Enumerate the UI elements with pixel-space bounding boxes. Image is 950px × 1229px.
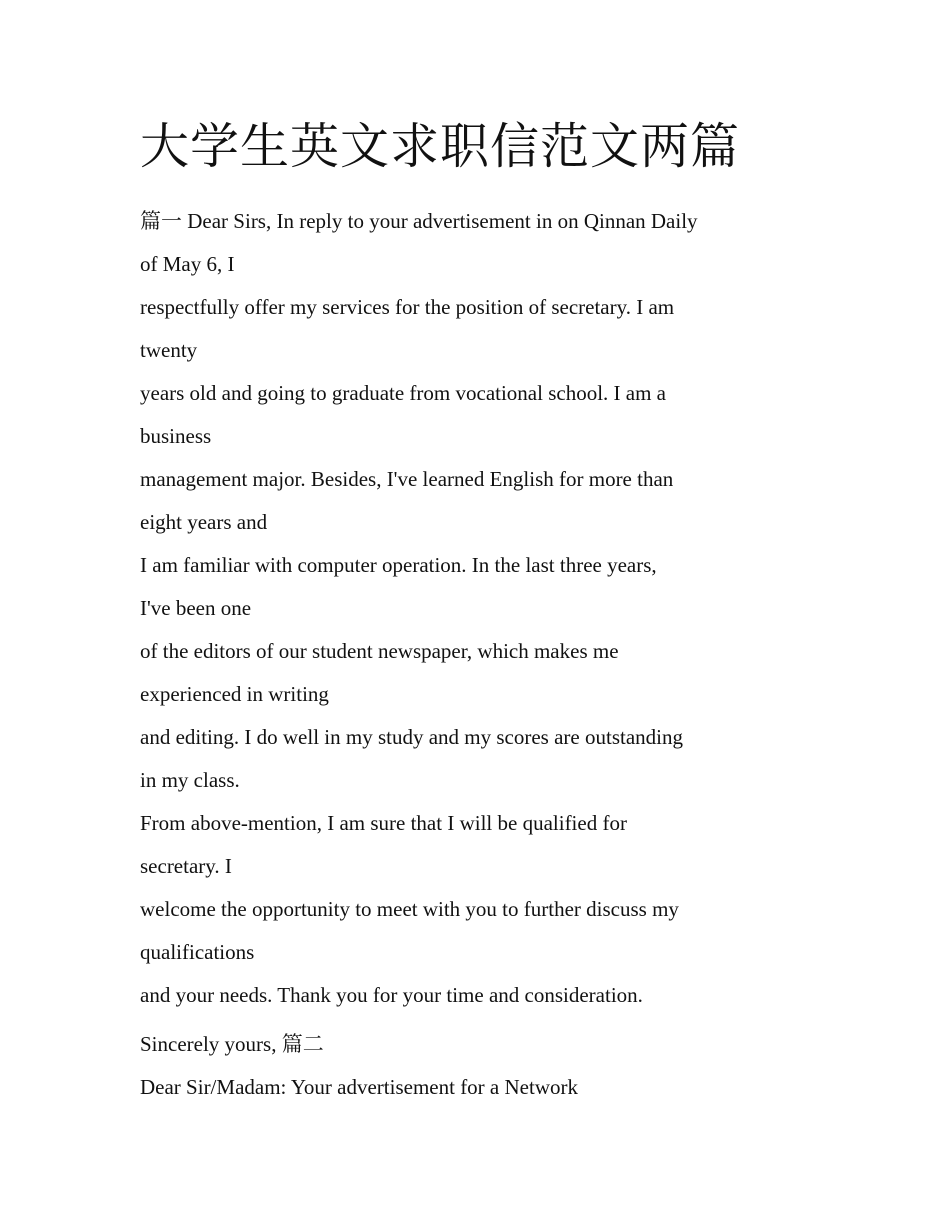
body-line: years old and going to graduate from vocational school. I am a [140,381,667,405]
body-line: and your needs. Thank you for your time and consideration. [140,983,643,1007]
body-line: secretary. I [140,854,232,878]
body-line: respectfully offer my services for the position of secretary. I am [140,295,675,319]
body-line: eight years and [140,510,268,534]
body-line: management major. Besides, I've learned English for more than [140,467,674,491]
body-line: From above-mention, I am sure that I will be qualified for [140,811,627,835]
body-line: I've been one [140,596,252,620]
body-line: qualifications [140,940,255,964]
second-letter-opening: Dear Sir/Madam: Your advertisement for a Network [140,1075,578,1099]
body-line: I am familiar with computer operation. In the last three years, [140,553,657,577]
body-line: 篇一 Dear Sirs, In reply to your advertisement in on Qinnan Daily [140,209,698,233]
body-line: and editing. I do well in my study and my scores are outstanding [140,725,683,749]
body-line: business [140,424,212,448]
document-body [140,200,820,1109]
body-line: welcome the opportunity to meet with you to further discuss my [140,897,679,921]
body-line: twenty [140,338,198,362]
body-line: experienced in writing [140,682,329,706]
document-title: 大学生英文求职信范文两篇 [140,118,741,175]
body-line: of the editors of our student newspaper, which makes me [140,639,619,663]
body-line: in my class. [140,768,240,792]
body-line: of May 6, I [140,252,235,276]
document-page [140,112,820,1109]
closing-line: Sincerely yours, 篇二 [140,1032,324,1056]
